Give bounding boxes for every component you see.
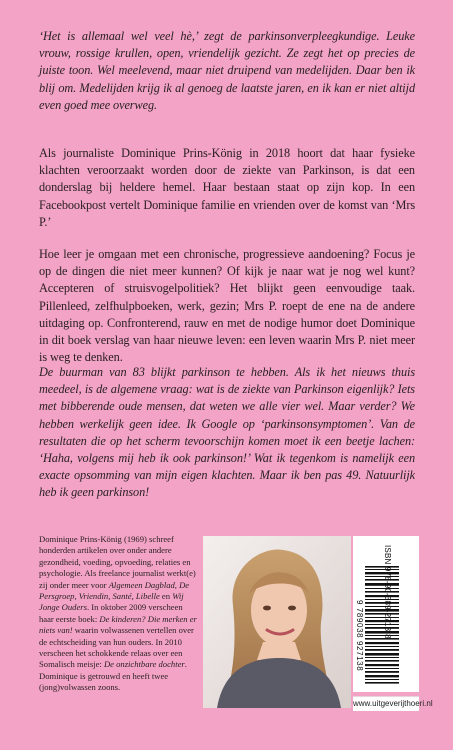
bio-text: . Dominique is getrouwd en heeft twee (jong)volwassen zoons.: [39, 659, 187, 693]
opening-quote: ‘Het is allemaal wel veel hè,’ zegt de parkinsonverpleegkundige. Leuke vrouw, rossige krullen, open, vriendelijk gezicht. Ze zegt het op precies de juiste toon. Wel meelevend, maar niet druipend van medelijden. Daar ben ik blij om. Medelijden krijg ik al genoeg de laatste jaren, en ik kan er niet altijd even goed mee overweg.: [39, 29, 415, 112]
bio-book-title: De kinderen? Die merken er niets van!: [39, 613, 197, 636]
bio-book-title: De onzichtbare dochter: [103, 659, 185, 670]
intro-paragraph: Als journaliste Dominique Prins-König in 2018 hoort dat haar fysieke klachten veroorzaakt worden door de ziekte van Parkinson, is dat een donderslag bij heldere hemel. Haar bestaan staat op zijn kop. In een Facebookpost vertelt Dominique familie en vrienden over de komst van ‘Mrs P.’: [39, 146, 415, 229]
barcode-digits: 9 789038 927138: [355, 600, 364, 672]
author-bio: [39, 534, 199, 694]
publisher-url: www.uitgeverijthoeri.nl: [353, 696, 419, 711]
author-portrait-illustration: [203, 536, 351, 708]
bio-text: waarin volwassenen vertellen over de echtscheiding van hun ouders. In 2010 verscheen het schokkende relaas over een Somalisch meisje:: [39, 625, 194, 670]
bio-and: en: [159, 591, 173, 602]
bio-text: Dominique Prins-König (1969) schreef honderden artikelen over onder andere gezondheid, voeding, opvoeding, relaties en psychologie. Als freelance journalist werkt(e) zij onder meer voor: [39, 534, 196, 590]
questions-paragraph: Hoe leer je omgaan met een chronische, progressieve aandoening? Focus je op de dingen die niet meer kunnen? Of kijk je naar wat je nog wel kunt? Accepteren of struisvogelpolitiek? Het blijkt geen eenvoudige taak. Pillenleed, zelfhulpboeken, werk, gezin; Mrs P. roept de ene na de andere uitdaging op. Confronterend, rauw en met de nodige humor doet Dominique in dit boek verslag van haar nieuwe leven: een leven waarin Mrs P. niet meer is weg te denken.: [39, 247, 415, 365]
isbn-label: ISBN 978-90-389-2713-8: [383, 545, 392, 639]
neighbour-quote: De buurman van 83 blijkt parkinson te hebben. Als ik het nieuws thuis meedeel, is de algemene vraag: wat is de ziekte van Parkinson eigenlijk? Iets met bibberende oude mensen, dat weten we alle vier wel. Maar verder? We hebben werkelijk geen idee. Ik Google op ‘parkinsonsymptomen’. Van de resultaten die op het scherm tevoorschijn komen moet ik een beetje lachen: ‘Haha, volgens mij heb ik ook parkinson!’ Wat ik tegenkom is namelijk een exacte opsomming van mijn eigen klachten. Maar ik ben pas 49. Natuurlijk heb ik geen parkinson!: [39, 365, 415, 500]
bio-outlets: Algemeen Dagblad, De Persgroep, Vriendin, Santé, Libelle: [39, 579, 190, 602]
bio-text: . In oktober 2009 verscheen haar eerste boek:: [39, 602, 183, 624]
author-photo: [203, 536, 351, 708]
bio-outlet-last: Wij Jonge Ouders: [39, 591, 184, 613]
